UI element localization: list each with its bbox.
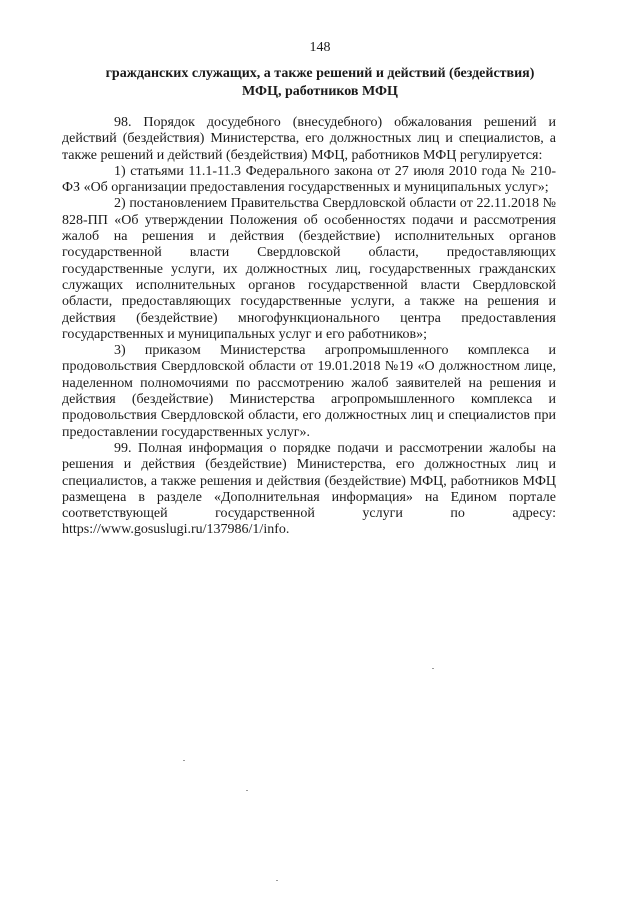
page-number: 148 (309, 40, 331, 55)
scan-speck (246, 790, 248, 791)
scan-speck (432, 668, 434, 669)
section-heading-line-1: гражданских служащих, а также решений и действий (бездействия) (105, 66, 535, 81)
list-item-3: 3) приказом Министерства агропромышленного комплекса и продовольствия Свердловской области от 19.01.2018 №19 «О должностном лице, наделенном полномочиями по рассмотрению жалоб заявителей на решения и действия (бездействие) Министерства агропромышленного комплекса и продовольствия Свердловской области, его должностных лиц и специалистов при предоставлении государственных услуг». (62, 343, 556, 440)
paragraph-98: 98. Порядок досудебного (внесудебного) обжалования решений и действий (бездействия) Министерства, его должностных лиц и специалистов, а также решений и действий (бездействия) МФЦ, работников МФЦ регулируется: (62, 115, 556, 163)
list-item-2: 2) постановлением Правительства Свердловской области от 22.11.2018 № 828-ПП «Об утверждении Положения об особенностях подачи и рассмотрения жалоб на решения и действия (бездействие) исполнительных органов государственной власти Свердловской области, предоставляющих государственные услуги, их должностных лиц, государственных гражданских служащих исполнительных органов государственной власти Свердловской области, предоставляющих государственные услуги, а также на решения и действия (бездействие) многофункционального центра предоставления государственных и муниципальных услуг и его работников»; (62, 196, 556, 342)
scan-speck (276, 880, 278, 881)
section-heading-line-2: МФЦ, работников МФЦ (242, 84, 398, 99)
document-body (62, 115, 556, 539)
paragraph-99: 99. Полная информация о порядке подачи и рассмотрении жалобы на решения и действия (бездействие) Министерства, его должностных лиц и специалистов, а также решения и действия (бездействие) МФЦ, работников МФЦ размещена в разделе «Дополнительная информация» на Едином портале соответствующей государственной услуги по адресу: https://www.gosuslugi.ru/137986/1/info. (62, 440, 556, 538)
scan-speck (183, 760, 185, 761)
section-heading (70, 65, 570, 101)
list-item-1: 1) статьями 11.1-11.3 Федерального закона от 27 июля 2010 года № 210-ФЗ «Об организации предоставления государственных и муниципальных услуг»; (62, 163, 556, 196)
